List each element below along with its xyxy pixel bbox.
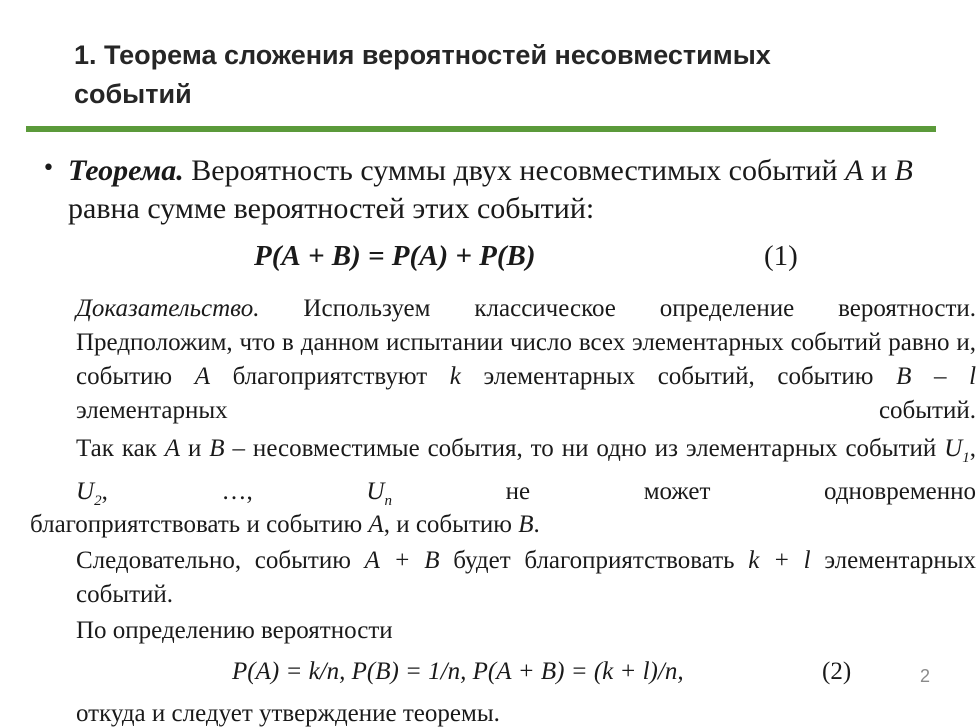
proof-text: элементарных событий. [76,397,976,424]
formula-2: Р(А) = k/n, Р(В) = 1/n, Р(А + В) = (k + l)/n, [232,658,684,685]
proof-text: Следовательно, событию [76,547,365,574]
theorem-statement [68,152,928,228]
proof-text: , [969,435,976,462]
title-divider [26,126,936,132]
var-k-plus-l: k + l [748,547,811,574]
formula-1-number: (1) [764,240,798,272]
proof-text: Используем классическое определение вероятности. Предположим, что в данном испытании число всех элементарных событий равно и, событию [76,295,976,390]
proof-label: Доказательство. [76,295,260,322]
var-u1: $U_1$ [944,435,970,466]
proof-paragraph-1 [30,292,976,428]
proof-paragraph-2-end [30,508,930,542]
proof-text: , и событию [383,511,519,538]
formula-1: Р(А + В) = Р(А) + Р(В) [254,240,536,272]
theorem-text: Вероятность суммы двух несовместимых событий [183,154,846,187]
event-b: В [518,511,534,538]
proof-text: и [180,435,210,462]
var-u2: $U_2$ [76,478,102,509]
event-sum: А + В [364,547,440,574]
proof-paragraph-3 [30,544,976,612]
event-b: В [896,363,912,390]
event-a: А [164,435,181,462]
var-k: k [449,363,461,390]
proof-text: . [533,511,540,538]
proof-conclusion: откуда и следует утверждение теоремы. [76,700,500,727]
proof-text: будет благоприятствовать [439,547,749,574]
proof-paragraph-4: По определению вероятности [76,617,393,644]
proof-text: – несовместимые события, то ни одно из элементарных событий [224,435,945,462]
page-number: 2 [920,666,931,686]
formula-2-number: (2) [822,658,852,685]
event-a: А [845,154,864,187]
proof-text: благоприятствуют [209,363,450,390]
bullet-icon: • [42,156,55,181]
var-un: $U_n$ [366,478,392,509]
proof-text: элементарных событий, событию [460,363,897,390]
proof-paragraph-2 [30,432,976,518]
proof-text: Так как [76,435,165,462]
event-a: А [368,511,384,538]
proof-text: благоприятствовать и событию [30,511,369,538]
proof-text: , …, [101,478,367,505]
proof-text: элементарных событий. [76,547,976,608]
slide-title: 1. Теорема сложения вероятностей несовместимых событий [74,40,771,109]
proof-text: – [911,363,970,390]
event-a: А [194,363,210,390]
event-b: В [894,154,913,187]
theorem-label: Теорема. [68,154,184,187]
event-b: В [209,435,225,462]
var-l: l [969,363,976,390]
theorem-text: равна сумме вероятностей этих событий: [68,192,595,225]
proof-text: не может одновременно [391,478,976,505]
theorem-text: и [863,154,895,187]
